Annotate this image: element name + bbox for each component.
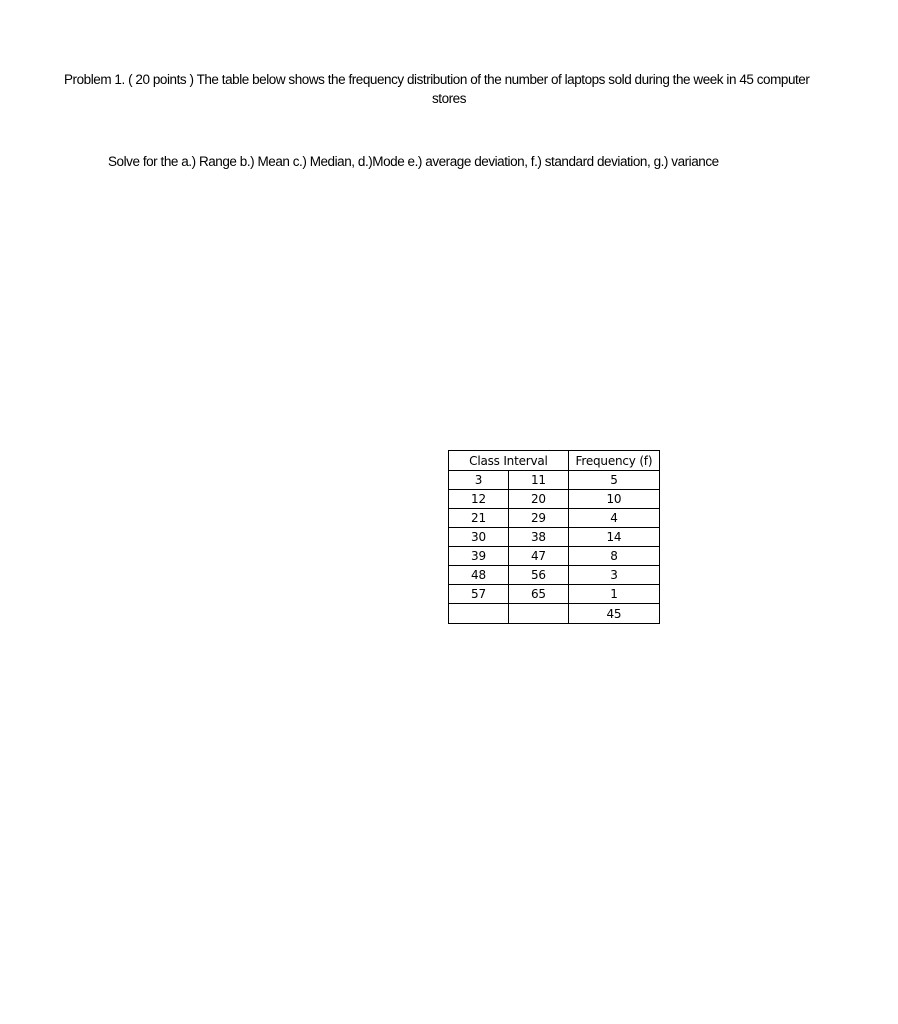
upper-limit-cell: 29 (508, 509, 568, 528)
table-row (449, 490, 660, 509)
upper-limit-cell: 38 (508, 528, 568, 547)
upper-limit-cell: 11 (508, 471, 568, 490)
table-header-row (449, 451, 660, 471)
lower-limit-cell: 39 (449, 547, 509, 566)
frequency-cell: 8 (568, 547, 659, 566)
upper-limit-cell: 20 (508, 490, 568, 509)
table-row (449, 566, 660, 585)
class-interval-header: Class Interval (449, 451, 569, 471)
frequency-cell: 14 (568, 528, 659, 547)
upper-limit-cell: 65 (508, 585, 568, 604)
lower-limit-cell: 57 (449, 585, 509, 604)
frequency-cell: 10 (568, 490, 659, 509)
frequency-cell: 5 (568, 471, 659, 490)
problem-title-line-1: Problem 1. ( 20 points ) The table below shows the frequency distribution of the number of laptops sold during the week in 45 computer (64, 72, 810, 87)
upper-limit-cell: 56 (508, 566, 568, 585)
lower-limit-cell: 48 (449, 566, 509, 585)
lower-limit-cell: 12 (449, 490, 509, 509)
total-row (449, 604, 660, 624)
problem-title-line-2: stores (431, 91, 467, 106)
frequency-cell: 1 (568, 585, 659, 604)
upper-limit-cell: 47 (508, 547, 568, 566)
frequency-header: Frequency (f) (568, 451, 659, 471)
table-row (449, 547, 660, 566)
table-row (449, 509, 660, 528)
empty-cell (508, 604, 568, 624)
table-row (449, 471, 660, 490)
empty-cell (449, 604, 509, 624)
frequency-cell: 4 (568, 509, 659, 528)
table-row (449, 528, 660, 547)
lower-limit-cell: 21 (449, 509, 509, 528)
problem-instructions: Solve for the a.) Range b.) Mean c.) Median, d.)Mode e.) average deviation, f.) standard deviation, g.) variance (108, 154, 719, 169)
frequency-total-cell: 45 (568, 604, 659, 624)
table-row (449, 585, 660, 604)
frequency-cell: 3 (568, 566, 659, 585)
lower-limit-cell: 30 (449, 528, 509, 547)
lower-limit-cell: 3 (449, 471, 509, 490)
frequency-table (448, 450, 660, 624)
